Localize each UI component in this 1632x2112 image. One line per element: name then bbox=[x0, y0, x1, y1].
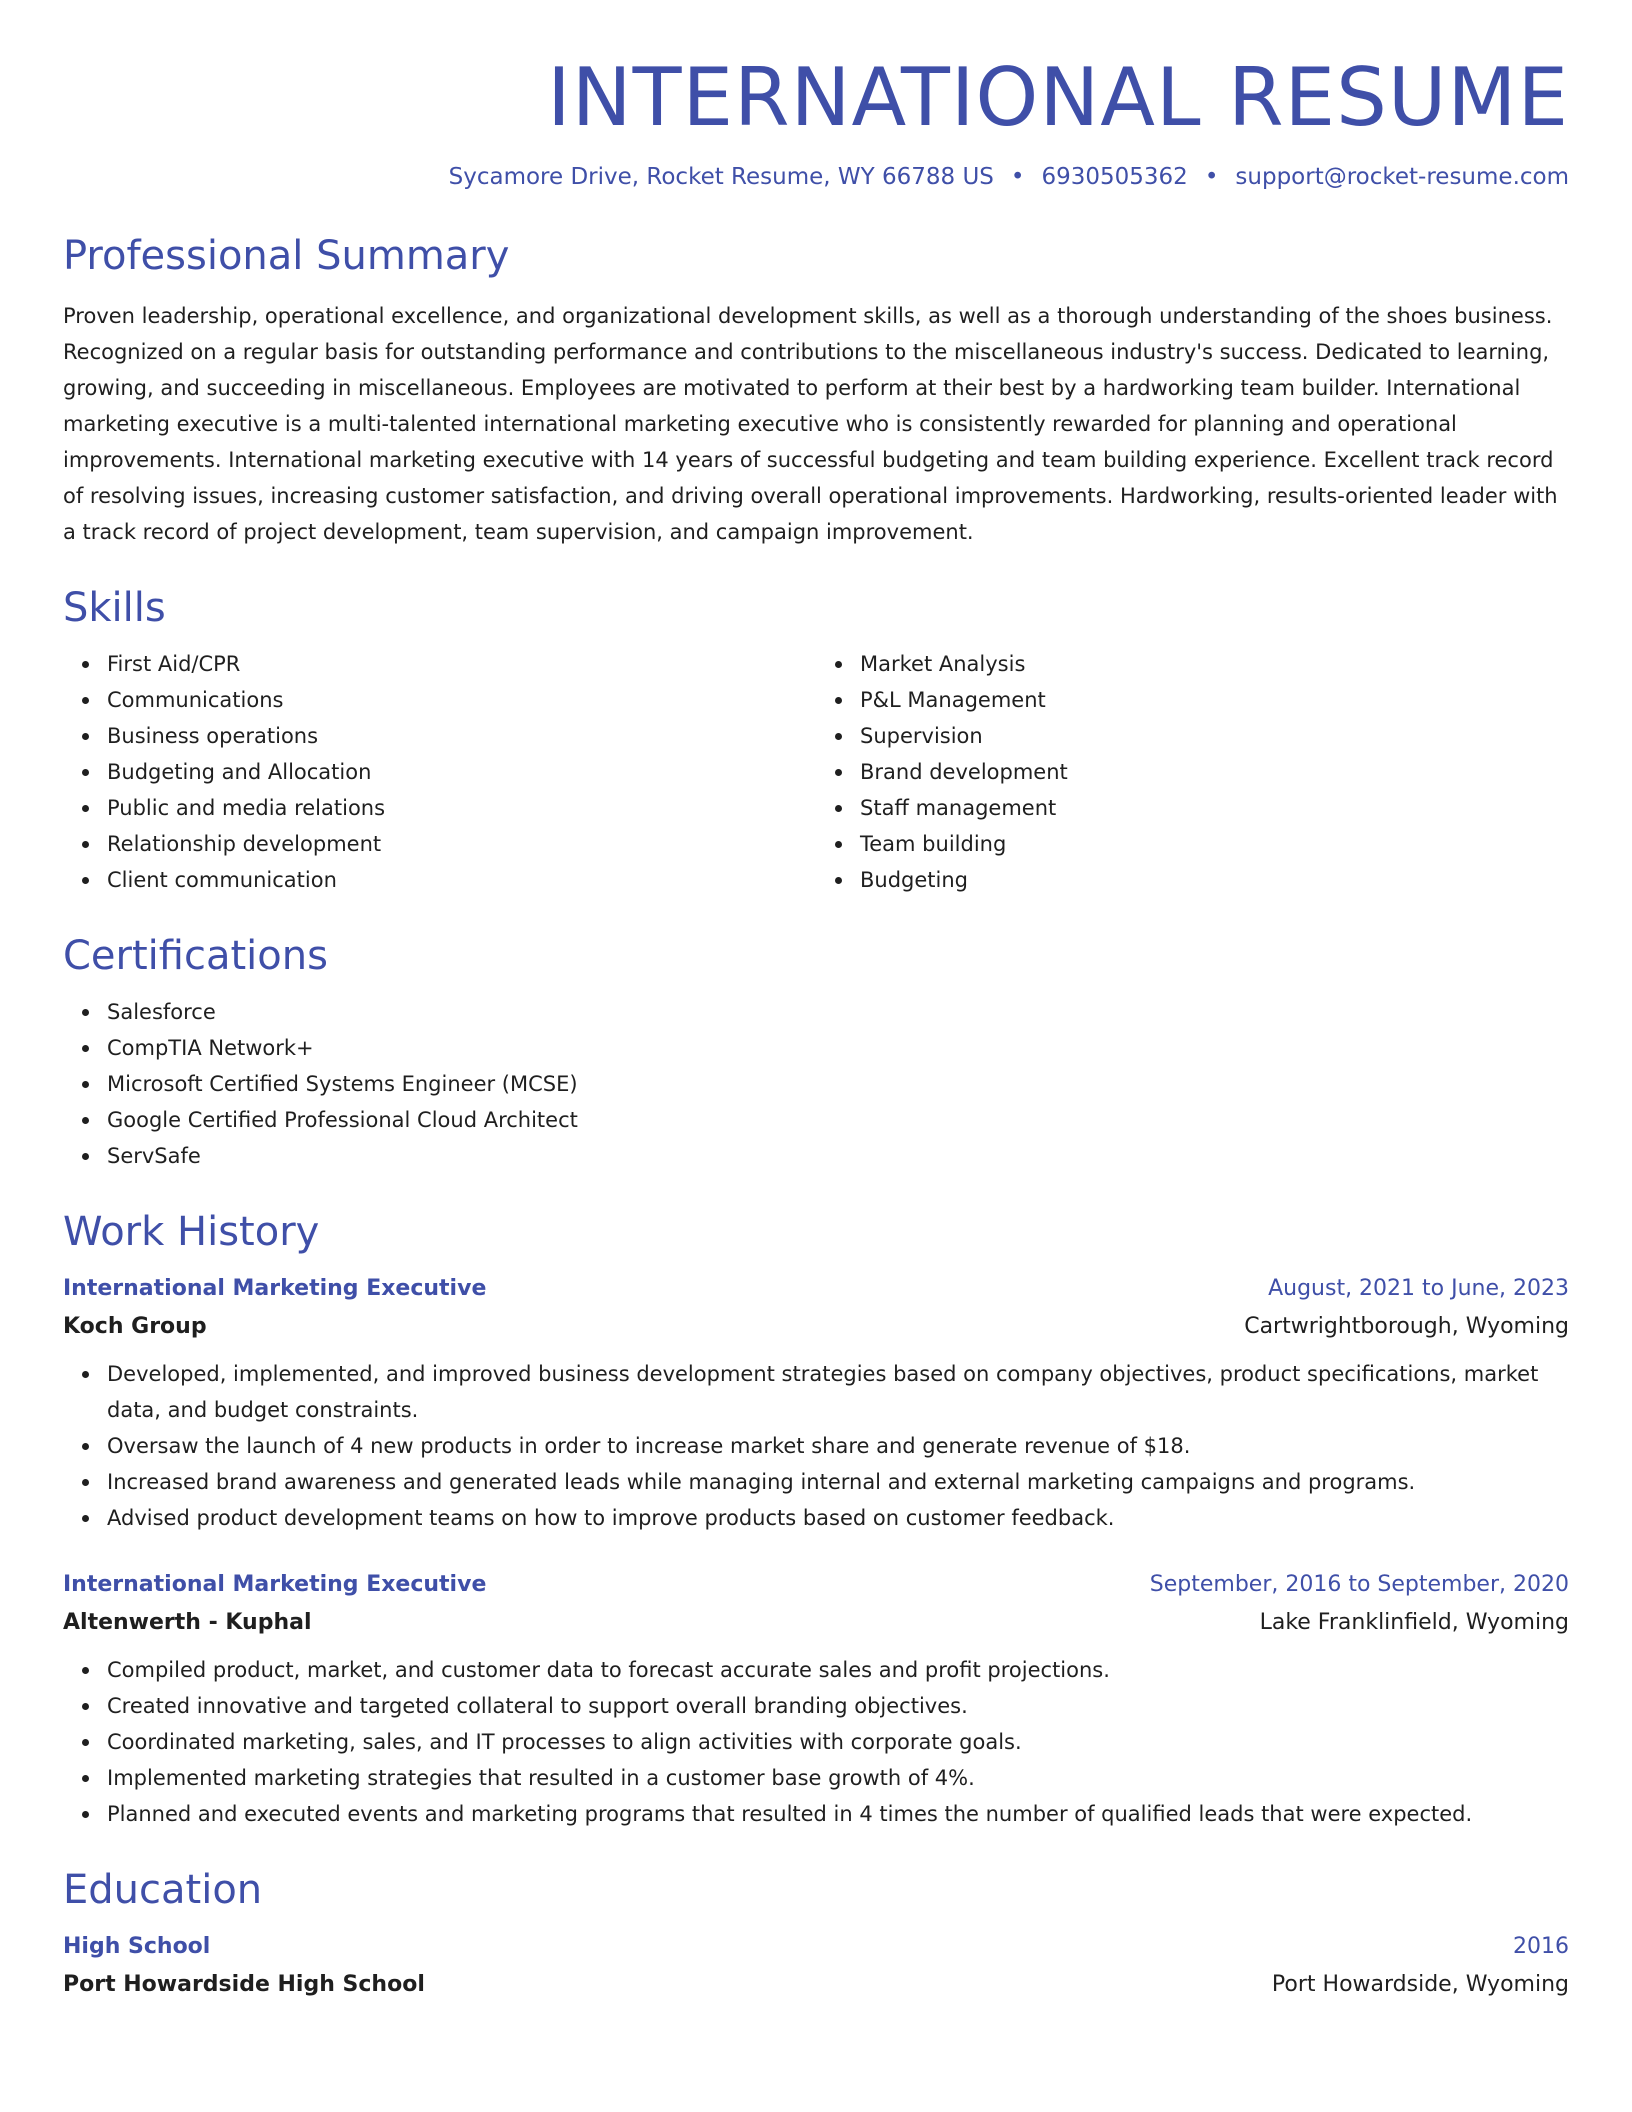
job-header-row bbox=[63, 1566, 1569, 1604]
job-location: Cartwrightborough, Wyoming bbox=[1244, 1314, 1569, 1339]
contact-separator: • bbox=[1204, 164, 1219, 190]
job-bullet: Developed, implemented, and improved business development strategies based on company objectives, product specifications, market data, and budget constraints. bbox=[107, 1356, 1569, 1428]
job-entry bbox=[63, 1270, 1569, 1536]
education-degree: High School bbox=[63, 1934, 211, 1959]
job-bullet: Compiled product, market, and customer data to forecast accurate sales and profit projections. bbox=[107, 1652, 1569, 1688]
job-bullet: Coordinated marketing, sales, and IT processes to align activities with corporate goals. bbox=[107, 1724, 1569, 1760]
job-bullet: Implemented marketing strategies that resulted in a customer base growth of 4%. bbox=[107, 1760, 1569, 1796]
section-title-work-history: Work History bbox=[63, 1209, 320, 1255]
job-bullet: Increased brand awareness and generated leads while managing internal and external marketing campaigns and programs. bbox=[107, 1464, 1569, 1500]
skills-list-left bbox=[63, 646, 816, 898]
job-bullet: Advised product development teams on how to improve products based on customer feedback. bbox=[107, 1500, 1569, 1536]
section-title-certifications: Certifications bbox=[63, 933, 328, 979]
skills-grid bbox=[63, 646, 1569, 898]
job-title: International Marketing Executive bbox=[63, 1572, 487, 1597]
skill-item: Public and media relations bbox=[107, 790, 816, 826]
job-company: Altenwerth - Kuphal bbox=[63, 1610, 312, 1635]
section-title-education: Education bbox=[63, 1867, 263, 1913]
skill-item: Budgeting and Allocation bbox=[107, 754, 816, 790]
skill-item: Staff management bbox=[860, 790, 1569, 826]
work-history-section bbox=[63, 1208, 1569, 1832]
skills-list-right bbox=[816, 646, 1569, 898]
job-bullet: Created innovative and targeted collateral to support overall branding objectives. bbox=[107, 1688, 1569, 1724]
contact-line bbox=[63, 164, 1569, 190]
skills-section bbox=[63, 584, 1569, 898]
certification-item: Google Certified Professional Cloud Architect bbox=[107, 1102, 1569, 1138]
skill-item: Brand development bbox=[860, 754, 1569, 790]
skill-item: Business operations bbox=[107, 718, 816, 754]
skill-item: Client communication bbox=[107, 862, 816, 898]
job-dates: August, 2021 to June, 2023 bbox=[1268, 1276, 1569, 1301]
education-header-row bbox=[63, 1928, 1569, 1966]
certification-item: CompTIA Network+ bbox=[107, 1030, 1569, 1066]
certification-item: ServSafe bbox=[107, 1138, 1569, 1174]
summary-text: Proven leadership, operational excellence, and organizational development skills, as well as a thorough understanding of the shoes business. Recognized on a regular basis for outstanding performance and contributions to the miscellaneous industry's success. Dedicated to learning, growing, and succeeding in miscellaneous. Employees are motivated to perform at their best by a hardworking team builder. International marketing executive is a multi-talented international marketing executive who is consistently rewarded for planning and operational improvements. International marketing executive with 14 years of successful budgeting and team building experience. Excellent track record of resolving issues, increasing customer satisfaction, and driving overall operational improvements. Hardworking, results-oriented leader with a track record of project development, team supervision, and campaign improvement. bbox=[63, 304, 1558, 544]
skill-item: Team building bbox=[860, 826, 1569, 862]
skill-item: Relationship development bbox=[107, 826, 816, 862]
skill-item: Budgeting bbox=[860, 862, 1569, 898]
skill-item: Market Analysis bbox=[860, 646, 1569, 682]
job-company-row bbox=[63, 1604, 1569, 1642]
job-entry bbox=[63, 1566, 1569, 1832]
job-bullets bbox=[63, 1652, 1569, 1832]
section-title-summary: Professional Summary bbox=[63, 233, 510, 279]
job-company-row bbox=[63, 1308, 1569, 1346]
section-title-skills: Skills bbox=[63, 585, 166, 631]
job-location: Lake Franklinfield, Wyoming bbox=[1259, 1610, 1569, 1635]
education-school-row bbox=[63, 1966, 1569, 2004]
certifications-list bbox=[63, 994, 1569, 1174]
education-year: 2016 bbox=[1513, 1934, 1569, 1959]
skill-item: First Aid/CPR bbox=[107, 646, 816, 682]
contact-email: support@rocket-resume.com bbox=[1235, 164, 1569, 190]
contact-phone: 6930505362 bbox=[1041, 164, 1188, 190]
skill-item: Supervision bbox=[860, 718, 1569, 754]
resume-header bbox=[63, 50, 1569, 190]
skill-item: P&L Management bbox=[860, 682, 1569, 718]
certifications-section bbox=[63, 932, 1569, 1174]
skill-item: Communications bbox=[107, 682, 816, 718]
certification-item: Microsoft Certified Systems Engineer (MCSE) bbox=[107, 1066, 1569, 1102]
job-dates: September, 2016 to September, 2020 bbox=[1149, 1572, 1569, 1597]
job-company: Koch Group bbox=[63, 1314, 207, 1339]
job-bullets bbox=[63, 1356, 1569, 1536]
certification-item: Salesforce bbox=[107, 994, 1569, 1030]
education-school: Port Howardside High School bbox=[63, 1972, 425, 1997]
education-section bbox=[63, 1866, 1569, 2004]
job-bullet: Oversaw the launch of 4 new products in order to increase market share and generate revenue of $18. bbox=[107, 1428, 1569, 1464]
job-title: International Marketing Executive bbox=[63, 1276, 487, 1301]
contact-address: Sycamore Drive, Rocket Resume, WY 66788 US bbox=[448, 164, 994, 190]
education-location: Port Howardside, Wyoming bbox=[1271, 1972, 1569, 1997]
contact-separator: • bbox=[1010, 164, 1025, 190]
job-header-row bbox=[63, 1270, 1569, 1308]
resume-name: INTERNATIONAL RESUME bbox=[547, 51, 1569, 144]
education-entry bbox=[63, 1928, 1569, 2004]
job-bullet: Planned and executed events and marketing programs that resulted in 4 times the number of qualified leads that were expected. bbox=[107, 1796, 1569, 1832]
